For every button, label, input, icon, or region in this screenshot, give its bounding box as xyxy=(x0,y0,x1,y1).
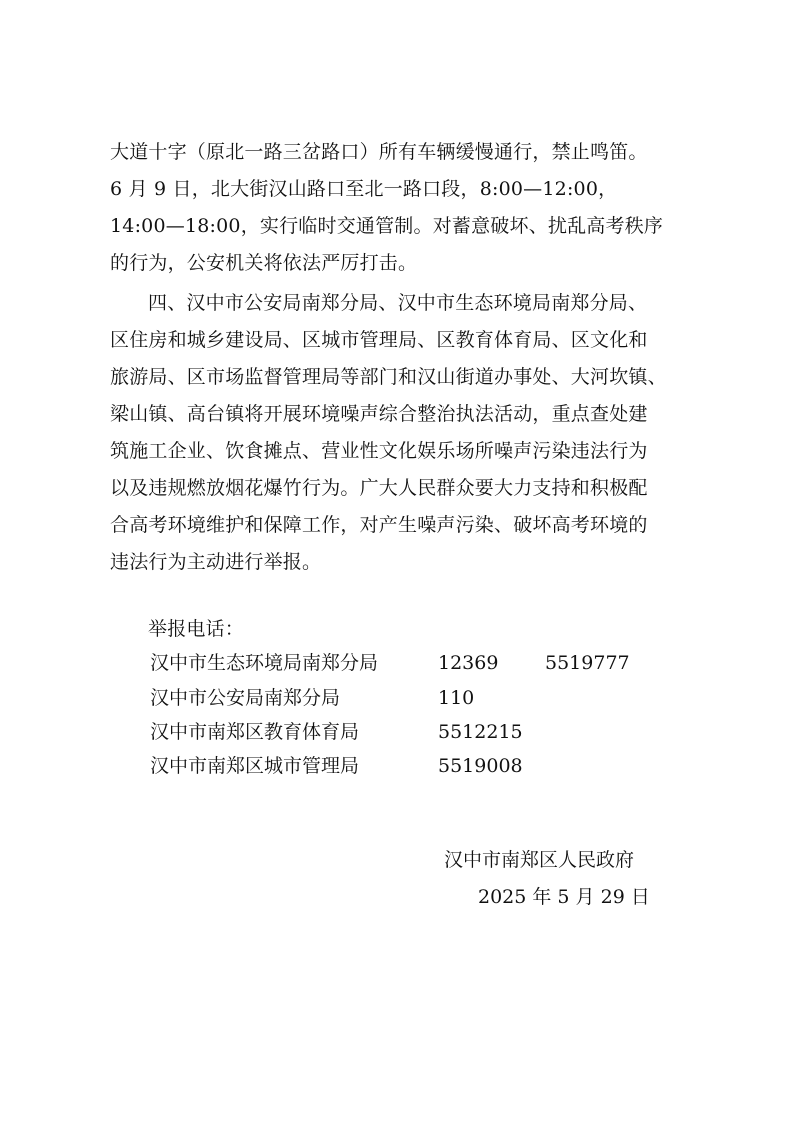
body-line-1: 大道十字（原北一路三岔路口）所有车辆缓慢通行，禁止鸣笛。 xyxy=(110,141,648,163)
contact-phone: 12369 xyxy=(438,652,499,674)
signature-org: 汉中市南郑区人民政府 xyxy=(444,849,635,871)
body-line-12: 违法行为主动进行举报。 xyxy=(110,551,322,573)
body-line-6: 区住房和城乡建设局、区城市管理局、区教育体育局、区文化和 xyxy=(110,329,648,351)
body-line-11: 合高考环境维护和保障工作，对产生噪声污染、破坏高考环境的 xyxy=(110,514,648,536)
contact-phone: 110 xyxy=(438,687,475,709)
report-heading: 举报电话： xyxy=(148,618,245,640)
contact-phone: 5519008 xyxy=(438,755,523,777)
contact-name: 汉中市生态环境局南郑分局 xyxy=(150,652,379,674)
contact-phone: 5512215 xyxy=(438,721,523,743)
body-line-7: 旅游局、区市场监督管理局等部门和汉山街道办事处、大河坎镇、 xyxy=(110,366,667,388)
contact-name: 汉中市南郑区教育体育局 xyxy=(150,721,360,743)
body-line-8: 梁山镇、高台镇将开展环境噪声综合整治执法活动，重点查处建 xyxy=(110,403,648,425)
body-line-4: 的行为，公安机关将依法严厉打击。 xyxy=(110,252,418,274)
contact-name: 汉中市南郑区城市管理局 xyxy=(150,755,360,777)
body-line-2: 6 月 9 日，北大街汉山路口至北一路口段，8:00—12:00， xyxy=(110,178,618,200)
contact-phone-alt: 5519777 xyxy=(545,652,630,674)
body-line-10: 以及违规燃放烟花爆竹行为。广大人民群众要大力支持和积极配 xyxy=(110,477,648,499)
contact-name: 汉中市公安局南郑分局 xyxy=(150,687,341,709)
body-line-5: 四、汉中市公安局南郑分局、汉中市生态环境局南郑分局、 xyxy=(148,292,648,314)
body-line-9: 筑施工企业、饮食摊点、营业性文化娱乐场所噪声污染违法行为 xyxy=(110,440,648,462)
signature-date: 2025 年 5 月 29 日 xyxy=(478,886,650,908)
body-line-3: 14:00—18:00，实行临时交通管制。对蓄意破坏、扰乱高考秩序 xyxy=(110,215,664,237)
